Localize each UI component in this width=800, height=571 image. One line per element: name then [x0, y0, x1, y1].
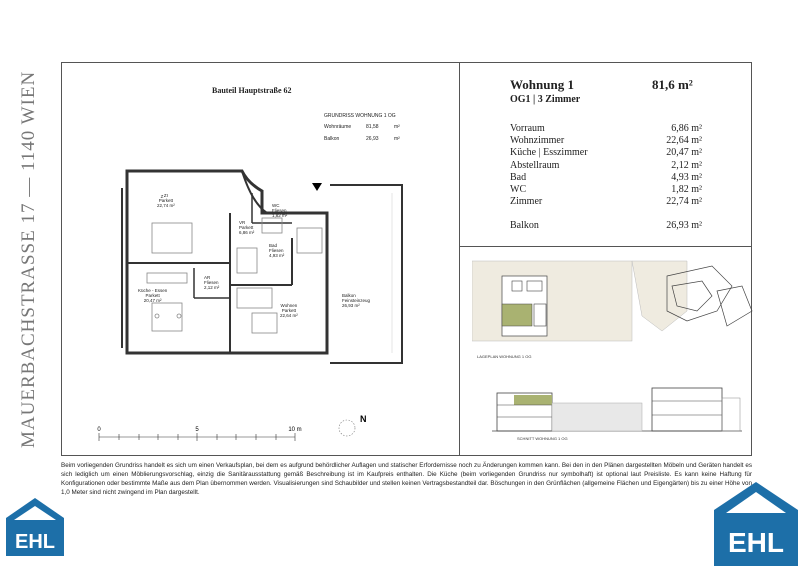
row-label: Wohnräume — [324, 124, 352, 130]
apartment-subtitle: OG1 | 3 Zimmer — [510, 94, 581, 105]
ehl-logo-left — [4, 496, 66, 558]
room-label-bad: Bad Fliesen 4,93 m² — [269, 243, 285, 258]
room-label-wohnen: Wohnen Parkett 22,64 m² — [280, 303, 298, 318]
list-item: Vorraum 6,86 m² — [510, 123, 702, 134]
vertical-title-text: MAUERBACHSTRASSE 17 — 1140 WIEN — [18, 70, 39, 448]
schnitt-caption: SCHNITT WOHNUNG 1 OG — [517, 436, 568, 441]
plan-frame — [61, 62, 752, 456]
room-label-wc: WC Fliesen 1,82 m² — [272, 203, 288, 218]
lageplan-caption: LAGEPLAN WOHNUNG 1 OG — [477, 354, 532, 359]
room-label-balkon: Balkon Feinsteinzeug 26,93 m² — [342, 293, 371, 308]
scale-10: 10 m — [288, 427, 302, 433]
room-label-zi: ZI Parkett 22,74 m² — [157, 193, 175, 208]
horizontal-divider — [460, 246, 752, 247]
list-item: Küche | Esszimmer 20,47 m² — [510, 147, 702, 159]
vertical-project-title — [4, 30, 44, 450]
disclaimer-text: Beim vorliegenden Grundriss handelt es sich um einen Verkaufsplan, bei dem es aufgrund behördlicher Auflagen und statischer Erfordernisse noch zu Änderungen kommen kann. Bei den in den Plänen dargestellten Möbeln und Geräten handelt es sich lediglich um einen Möblierungsvorschlag, einzig die Sanitärausstattung gemäß Beschreibung ist im Kaufpreis enthalten. Die Küche (beim vorliegenden Grundriss nur symbolhaft) ist optional laut Preisliste. Es kann keine Haftung für Konfigurationen oder bestimmte Maße aus dem Plan übernommen werden. Visualisierungen sind Schaubilder und stellen keinen Vertragsbestandteil dar. Böschungen in den Grünflächen (allgemeine Flächen und Eigengärten) bis zu einer Höhe von 1,0 Meter sind nicht zwingend im Plan dargestellt. — [61, 462, 752, 496]
room-label-ar: AR Fliesen 2,12 m² — [204, 275, 220, 290]
room-label-kueche: Küche - Essen Parkett 20,47 m² — [138, 288, 168, 303]
floor-plan — [62, 63, 459, 455]
apartment-name: Wohnung 1 — [510, 77, 574, 92]
apartment-size: 81,6 m² — [652, 77, 693, 92]
row-unit: m² — [394, 136, 400, 142]
scale-0: 0 — [97, 427, 101, 433]
row-unit: m² — [394, 124, 400, 130]
vertical-divider — [459, 63, 460, 455]
north-arrow — [339, 414, 367, 436]
row-value: 26,93 — [366, 136, 379, 142]
list-item: Wohnzimmer 22,64 m² — [510, 135, 702, 147]
balkon-area: 26,93 m² — [666, 220, 702, 231]
site-plan — [472, 256, 757, 356]
list-item: Bad 4,93 m² — [510, 171, 702, 183]
label-zi: Z — [160, 194, 164, 199]
row-label: Balkon — [324, 136, 340, 142]
scale-5: 5 — [195, 427, 199, 433]
balkon-row — [510, 220, 702, 231]
ehl-logo-right — [712, 480, 800, 566]
north-label: N — [360, 414, 367, 424]
row-value: 81,58 — [366, 124, 379, 130]
list-item: Zimmer 22,74 m² — [510, 196, 702, 208]
list-item: WC 1,82 m² — [510, 183, 702, 195]
room-label-vr: VR Parkett 6,86 m² — [239, 220, 255, 235]
logo-text: EHL — [728, 527, 784, 558]
list-item: Abstellraum 2,12 m² — [510, 159, 702, 171]
grundriss-header: GRUNDRISS WOHNUNG 1 OG — [324, 113, 396, 119]
balkon-label: Balkon — [510, 220, 539, 231]
plan-title: Bauteil Hauptstraße 62 — [212, 86, 292, 95]
room-list — [510, 123, 702, 208]
logo-text: EHL — [15, 531, 55, 553]
section-drawing — [492, 373, 742, 443]
